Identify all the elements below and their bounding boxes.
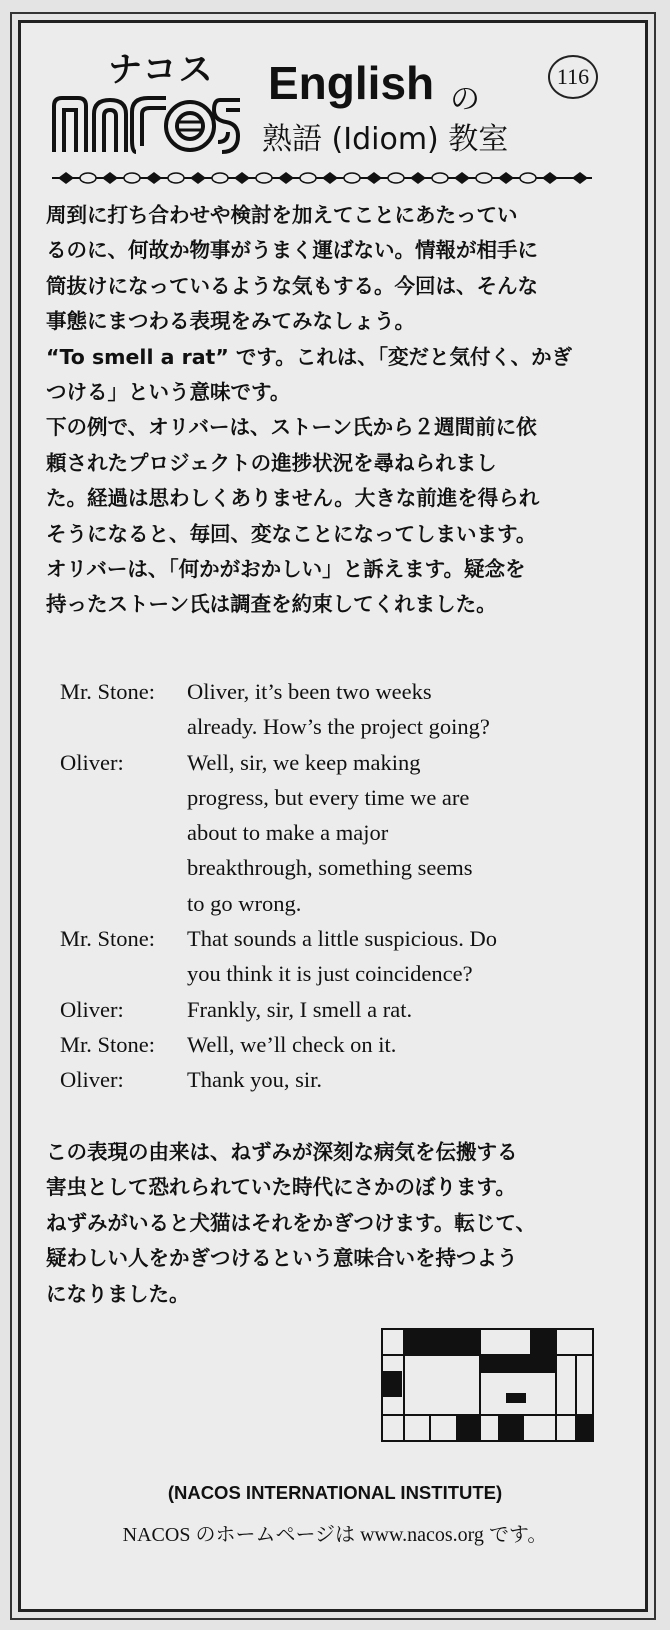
origin-line: になりました。 [46,1281,190,1306]
intro-line: るのに、何故か物事がうまく運ばない。情報が相手に [46,238,538,263]
speech-line: breakthrough, something seems [187,855,473,881]
ornament-divider [52,170,592,186]
origin-line: この表現の由来は、ねずみが深刻な病気を伝搬する [46,1140,518,1164]
speech-line: about to make a major [187,820,389,846]
speaker-label: Mr. Stone: [60,926,156,952]
speech-line: Well, sir, we keep making [187,749,421,775]
dialogue-turn [60,921,620,992]
speech-line: Well, we’ll check on it. [187,1031,397,1057]
intro-line: 頼されたプロジェクトの進捗状況を尋ねられまし [46,450,497,475]
speech-line: That sounds a little suspicious. Do [187,926,497,952]
dialogue-turn [60,1062,620,1097]
title-particle: の [450,82,480,117]
website-prefix: NACOS のホームページは [122,1524,356,1546]
origin-line: 疑わしい人をかぎつけるという意味合いを持つよう [46,1246,518,1271]
crossword-grid-graphic [380,1327,595,1444]
speech [187,745,473,921]
speech [187,992,412,1027]
speech-line: Thank you, sir. [187,1067,322,1093]
issue-number-badge [548,55,598,99]
speech [187,1062,322,1097]
speech-line: to go wrong. [187,890,302,916]
intro-line: オリバーは、「何かがおかしい」と訴えます。疑念を [46,556,526,581]
speaker-label: Mr. Stone: [60,679,156,704]
speech [187,921,497,992]
institute-name: (NACOS INTERNATIONAL INSTITUTE) [167,1482,503,1503]
dialogue-turn [60,745,620,921]
nacos-logo [50,92,245,156]
speech-line: progress, but every time we are [187,784,470,810]
title-english: English [268,57,435,109]
intro-line: そうになると、毎回、変なことになってしまいます。 [46,521,537,546]
intro-line: 持ったストーン氏は調査を約束してくれました。 [46,592,497,617]
website-suffix: です。 [488,1524,548,1546]
intro-line: 事態にまつわる表現をみてみなしょう。 [46,309,415,334]
dialogue-turn [60,674,620,745]
speaker-label: Oliver: [60,1067,124,1093]
intro-line: 筒抜けになっているような気もする。今回は、そんな [46,273,538,298]
speech-line: already. How’s the project going? [187,714,490,740]
intro-line: 周到に打ち合わせや検討を加えてことにあたってい [46,203,518,227]
speech-line: Frankly, sir, I smell a rat. [187,996,413,1022]
origin-line: 害虫として恐れられていた時代にさかのぼります。 [46,1175,516,1200]
speaker-label: Mr. Stone: [60,1031,156,1057]
dialogue [60,674,620,1098]
intro-line: 下の例で、オリバーは、ストーン氏から２週間前に依 [46,415,537,440]
website-line [0,1518,670,1547]
intro-paragraph [46,198,601,623]
intro-line: “To smell a rat” です。これは、「変だと気付く、かぎ [46,344,573,369]
origin-line: ねずみがいると犬猫はそれをかぎつけます。転じて、 [46,1210,536,1235]
issue-number: 116 [556,64,590,89]
speech [187,674,490,745]
speaker-label: Oliver: [60,749,124,775]
dialogue-turn [60,992,620,1027]
speaker-label: Oliver: [60,996,124,1022]
dialogue-turn [60,1027,620,1062]
intro-line: つける」という意味です。 [46,379,291,404]
brand-kana: ナコス [108,50,215,90]
speech [187,1027,396,1062]
intro-line: た。経過は思わしくありません。大きな前進を得られ [46,486,540,511]
origin-paragraph [46,1135,606,1312]
website-url[interactable]: www.nacos.org [360,1524,484,1546]
speech-line: Oliver, it’s been two weeks [187,679,432,704]
idiom-class-subtitle: 熟語 (Idiom) 教室 [262,122,509,157]
speech-line: you think it is just coincidence? [187,961,473,987]
